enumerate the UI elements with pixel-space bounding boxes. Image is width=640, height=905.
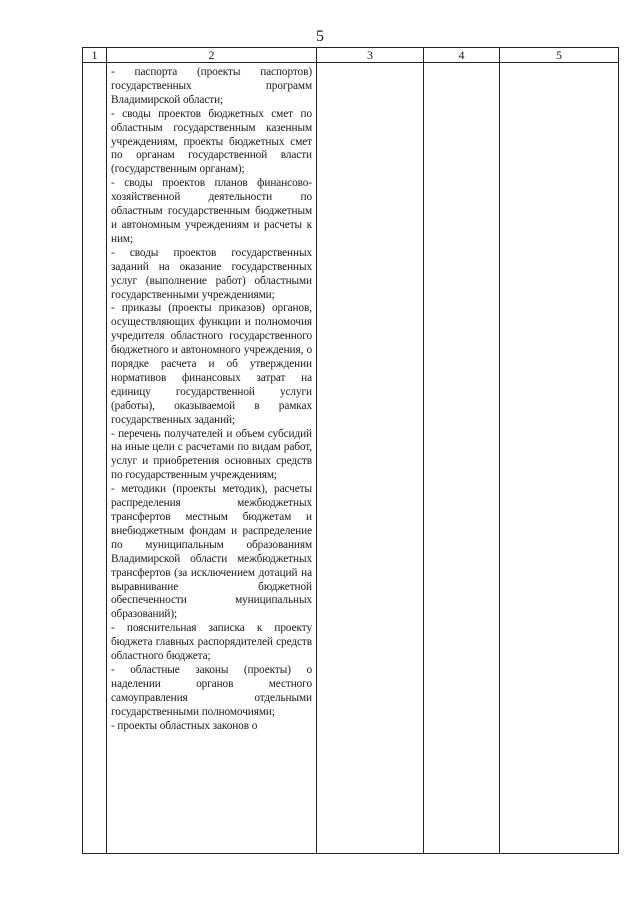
cell-col-3 bbox=[317, 63, 424, 854]
list-item: - приказы (проекты приказов) органов, осуществляющих функции и полномочия учредителя областного государственного бюджетного и автономного учреждения, о порядке расчета и об утверждении нормативов финансовых затрат на единицу государственной услуги (работы), оказываемой в рамках государственных заданий; bbox=[111, 302, 312, 426]
list-item: - перечень получателей и объем субсидий на иные цели с расчетами по видам работ, услуг и приобретения основных средств по государственным учреждениям; bbox=[111, 427, 312, 482]
table-header-row bbox=[83, 48, 619, 63]
column-header-4: 4 bbox=[424, 48, 500, 63]
cell-col-1 bbox=[83, 63, 107, 854]
document-table bbox=[82, 47, 619, 854]
list-item: - своды проектов планов финансово-хозяйственной деятельности по областным государственным бюджетным и автономным учреждениям и расчеты к ним; bbox=[111, 177, 312, 245]
cell-col-4 bbox=[424, 63, 500, 854]
column-header-2: 2 bbox=[107, 48, 317, 63]
list-item: - своды проектов государственных заданий на оказание государственных услуг (выполнение работ) областными государственными учреждениями; bbox=[111, 246, 312, 301]
list-item: - пояснительная записка к проекту бюджета главных распорядителей средств областного бюджета; bbox=[111, 622, 312, 663]
column-header-1: 1 bbox=[83, 48, 107, 63]
column-header-5: 5 bbox=[500, 48, 619, 63]
cell-col-5 bbox=[500, 63, 619, 854]
list-item: - методики (проекты методик), расчеты распределения межбюджетных трансфертов местным бюджетам и внебюджетным фондам и распределение по муниципальным образованиям Владимирской области межбюджетных трансфертов (за исключением дотаций на выравнивание бюджетной обеспеченности муниципальных образований); bbox=[111, 483, 312, 621]
column-header-3: 3 bbox=[317, 48, 424, 63]
page-number: 5 bbox=[316, 28, 324, 45]
list-item: - паспорта (проекты паспортов) государственных программ Владимирской области; bbox=[111, 66, 312, 106]
list-item: - областные законы (проекты) о наделении органов местного самоуправления отдельными государственными полномочиями; bbox=[111, 663, 312, 718]
list-item: - проекты областных законов о bbox=[111, 719, 258, 732]
cell-col-2 bbox=[107, 63, 317, 854]
list-item: - своды проектов бюджетных смет по областным государственным казенным учреждениям, проекты бюджетных смет по органам государственной власти (государственным органам); bbox=[111, 107, 312, 176]
table-row bbox=[83, 63, 619, 854]
